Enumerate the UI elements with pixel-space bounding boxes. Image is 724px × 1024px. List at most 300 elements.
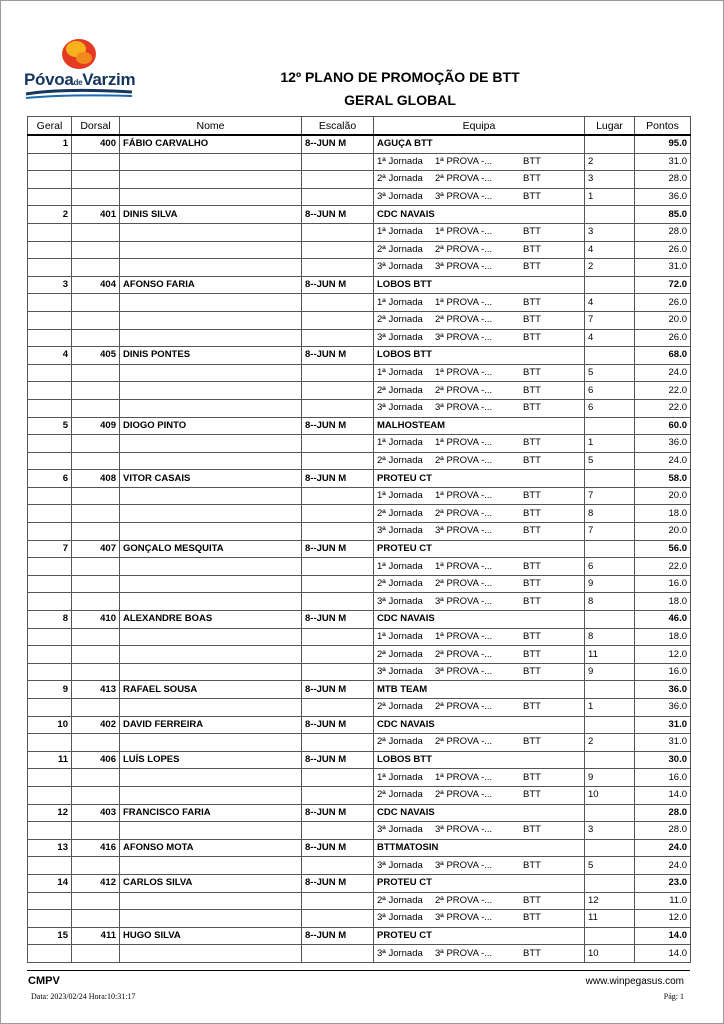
jornada-label: 1ª Jornada [377, 560, 423, 572]
result-row [28, 171, 691, 189]
jornada-cell [374, 822, 585, 840]
empty-cell [120, 399, 302, 417]
geral-cell: 8 [28, 611, 72, 629]
nome-cell: AFONSO FARIA [120, 276, 302, 294]
lugar-cell: 2 [585, 734, 635, 752]
empty-cell [72, 329, 120, 347]
jornada-cell [374, 769, 585, 787]
empty-cell [302, 734, 374, 752]
lugar-cell [585, 927, 635, 945]
empty-cell [302, 822, 374, 840]
empty-cell [120, 223, 302, 241]
empty-cell [302, 364, 374, 382]
dorsal-cell: 409 [72, 417, 120, 435]
jornada-cell [374, 593, 585, 611]
geral-cell: 13 [28, 839, 72, 857]
pontos-cell: 14.0 [635, 945, 691, 963]
jornada-label: 3ª Jornada [377, 261, 423, 273]
equipa-cell: CDC NAVAIS [374, 716, 585, 734]
empty-cell [28, 646, 72, 664]
empty-cell [302, 223, 374, 241]
empty-cell [302, 558, 374, 576]
lugar-cell [585, 751, 635, 769]
athlete-row [28, 681, 691, 699]
pontos-cell: 24.0 [635, 452, 691, 470]
athlete-row [28, 927, 691, 945]
pontos-cell: 36.0 [635, 699, 691, 717]
empty-cell [302, 452, 374, 470]
prova-label: 3ª PROVA -... [435, 824, 493, 836]
equipa-cell: MTB TEAM [374, 681, 585, 699]
equipa-cell: MALHOSTEAM [374, 417, 585, 435]
jornada-cell [374, 523, 585, 541]
empty-cell [302, 769, 374, 787]
result-row [28, 435, 691, 453]
empty-cell [72, 188, 120, 206]
pontos-total-cell: 23.0 [635, 874, 691, 892]
escalao-cell: 8--JUN M [302, 874, 374, 892]
jornada-cell [374, 435, 585, 453]
lugar-cell [585, 839, 635, 857]
jornada-cell [374, 188, 585, 206]
lugar-cell [585, 347, 635, 365]
result-row [28, 311, 691, 329]
result-row [28, 663, 691, 681]
dorsal-cell: 406 [72, 751, 120, 769]
footer-datetime: Data: 2023/02/24 Hora:10:31:17 [31, 992, 136, 1001]
prova-label: 2ª PROVA -... [435, 648, 493, 660]
result-row [28, 857, 691, 875]
empty-cell [28, 188, 72, 206]
empty-cell [302, 945, 374, 963]
prova-label: 1ª PROVA -... [435, 630, 493, 642]
empty-cell [72, 259, 120, 277]
discipline-label: BTT [523, 191, 541, 203]
nome-cell: VITOR CASAIS [120, 470, 302, 488]
pontos-cell: 16.0 [635, 663, 691, 681]
empty-cell [302, 910, 374, 928]
empty-cell [72, 223, 120, 241]
escalao-cell: 8--JUN M [302, 540, 374, 558]
lugar-cell: 4 [585, 294, 635, 312]
prova-label: 1ª PROVA -... [435, 155, 493, 167]
empty-cell [120, 857, 302, 875]
geral-cell: 14 [28, 874, 72, 892]
jornada-cell [374, 734, 585, 752]
empty-cell [72, 311, 120, 329]
dorsal-cell: 416 [72, 839, 120, 857]
nome-cell: FÁBIO CARVALHO [120, 135, 302, 153]
equipa-cell: CDC NAVAIS [374, 804, 585, 822]
lugar-cell [585, 276, 635, 294]
geral-cell: 6 [28, 470, 72, 488]
athlete-row [28, 470, 691, 488]
discipline-label: BTT [523, 560, 541, 572]
athlete-row [28, 751, 691, 769]
empty-cell [72, 910, 120, 928]
empty-cell [120, 892, 302, 910]
result-row [28, 399, 691, 417]
empty-cell [28, 399, 72, 417]
empty-cell [302, 523, 374, 541]
empty-cell [28, 558, 72, 576]
athlete-row [28, 135, 691, 153]
jornada-cell [374, 223, 585, 241]
escalao-cell: 8--JUN M [302, 135, 374, 153]
equipa-cell: LOBOS BTT [374, 751, 585, 769]
dorsal-cell: 402 [72, 716, 120, 734]
lugar-cell: 6 [585, 558, 635, 576]
discipline-label: BTT [523, 490, 541, 502]
result-row [28, 593, 691, 611]
lugar-cell: 3 [585, 223, 635, 241]
empty-cell [72, 575, 120, 593]
pontos-total-cell: 60.0 [635, 417, 691, 435]
lugar-cell: 2 [585, 153, 635, 171]
lugar-cell: 9 [585, 575, 635, 593]
lugar-cell: 11 [585, 910, 635, 928]
result-row [28, 294, 691, 312]
athlete-row [28, 716, 691, 734]
result-row [28, 945, 691, 963]
jornada-label: 1ª Jornada [377, 437, 423, 449]
empty-cell [28, 734, 72, 752]
empty-cell [28, 329, 72, 347]
discipline-label: BTT [523, 894, 541, 906]
nome-cell: RAFAEL SOUSA [120, 681, 302, 699]
nome-cell: HUGO SILVA [120, 927, 302, 945]
empty-cell [72, 892, 120, 910]
lugar-cell [585, 417, 635, 435]
jornada-cell [374, 259, 585, 277]
lugar-cell: 8 [585, 593, 635, 611]
escalao-cell: 8--JUN M [302, 839, 374, 857]
empty-cell [302, 487, 374, 505]
lugar-cell: 11 [585, 646, 635, 664]
empty-cell [120, 910, 302, 928]
empty-cell [72, 435, 120, 453]
escalao-cell: 8--JUN M [302, 611, 374, 629]
lugar-cell: 9 [585, 663, 635, 681]
geral-cell: 1 [28, 135, 72, 153]
pontos-total-cell: 36.0 [635, 681, 691, 699]
lugar-cell: 1 [585, 435, 635, 453]
empty-cell [28, 628, 72, 646]
empty-cell [72, 241, 120, 259]
prova-label: 1ª PROVA -... [435, 490, 493, 502]
jornada-label: 2ª Jornada [377, 736, 423, 748]
discipline-label: BTT [523, 384, 541, 396]
result-row [28, 558, 691, 576]
discipline-label: BTT [523, 912, 541, 924]
lugar-cell: 3 [585, 822, 635, 840]
lugar-cell [585, 874, 635, 892]
empty-cell [28, 593, 72, 611]
empty-cell [120, 294, 302, 312]
pontos-total-cell: 46.0 [635, 611, 691, 629]
escalao-cell: 8--JUN M [302, 716, 374, 734]
empty-cell [120, 329, 302, 347]
jornada-cell [374, 329, 585, 347]
nome-cell: DINIS SILVA [120, 206, 302, 224]
result-row [28, 786, 691, 804]
pontos-total-cell: 30.0 [635, 751, 691, 769]
prova-label: 3ª PROVA -... [435, 595, 493, 607]
dorsal-cell: 403 [72, 804, 120, 822]
dorsal-cell: 410 [72, 611, 120, 629]
jornada-label: 2ª Jornada [377, 789, 423, 801]
result-row [28, 910, 691, 928]
pontos-cell: 16.0 [635, 769, 691, 787]
prova-label: 2ª PROVA -... [435, 454, 493, 466]
escalao-cell: 8--JUN M [302, 206, 374, 224]
athlete-row [28, 417, 691, 435]
lugar-cell: 5 [585, 452, 635, 470]
empty-cell [120, 241, 302, 259]
lugar-cell: 12 [585, 892, 635, 910]
jornada-label: 3ª Jornada [377, 402, 423, 414]
empty-cell [120, 487, 302, 505]
pontos-cell: 12.0 [635, 646, 691, 664]
table-header-row [28, 117, 691, 136]
lugar-cell [585, 716, 635, 734]
escalao-cell: 8--JUN M [302, 417, 374, 435]
prova-label: 1ª PROVA -... [435, 771, 493, 783]
empty-cell [120, 593, 302, 611]
discipline-label: BTT [523, 173, 541, 185]
pontos-cell: 18.0 [635, 628, 691, 646]
discipline-label: BTT [523, 402, 541, 414]
result-row [28, 223, 691, 241]
empty-cell [302, 329, 374, 347]
jornada-label: 3ª Jornada [377, 666, 423, 678]
nome-cell: FRANCISCO FARIA [120, 804, 302, 822]
lugar-cell: 1 [585, 699, 635, 717]
jornada-cell [374, 558, 585, 576]
pontos-total-cell: 31.0 [635, 716, 691, 734]
equipa-cell: PROTEU CT [374, 540, 585, 558]
jornada-cell [374, 575, 585, 593]
pontos-cell: 22.0 [635, 399, 691, 417]
dorsal-cell: 408 [72, 470, 120, 488]
empty-cell [302, 399, 374, 417]
empty-cell [28, 910, 72, 928]
geral-cell: 9 [28, 681, 72, 699]
empty-cell [120, 452, 302, 470]
lugar-cell [585, 470, 635, 488]
jornada-label: 3ª Jornada [377, 525, 423, 537]
result-row [28, 487, 691, 505]
pontos-total-cell: 24.0 [635, 839, 691, 857]
prova-label: 2ª PROVA -... [435, 701, 493, 713]
escalao-cell: 8--JUN M [302, 751, 374, 769]
jornada-cell [374, 892, 585, 910]
empty-cell [120, 646, 302, 664]
pontos-cell: 24.0 [635, 857, 691, 875]
empty-cell [120, 311, 302, 329]
empty-cell [72, 399, 120, 417]
col-header-dorsal: Dorsal [72, 117, 120, 136]
col-header-escalao: Escalão [302, 117, 374, 136]
empty-cell [28, 171, 72, 189]
empty-cell [72, 382, 120, 400]
lugar-cell [585, 206, 635, 224]
discipline-label: BTT [523, 736, 541, 748]
jornada-label: 1ª Jornada [377, 771, 423, 783]
empty-cell [72, 171, 120, 189]
empty-cell [302, 382, 374, 400]
empty-cell [302, 646, 374, 664]
lugar-cell: 10 [585, 786, 635, 804]
discipline-label: BTT [523, 771, 541, 783]
geral-cell: 15 [28, 927, 72, 945]
empty-cell [28, 241, 72, 259]
lugar-cell: 2 [585, 259, 635, 277]
escalao-cell: 8--JUN M [302, 276, 374, 294]
discipline-label: BTT [523, 525, 541, 537]
pontos-total-cell: 68.0 [635, 347, 691, 365]
empty-cell [28, 364, 72, 382]
result-row [28, 628, 691, 646]
empty-cell [120, 769, 302, 787]
empty-cell [28, 487, 72, 505]
discipline-label: BTT [523, 454, 541, 466]
geral-cell: 12 [28, 804, 72, 822]
pontos-cell: 36.0 [635, 435, 691, 453]
jornada-cell [374, 945, 585, 963]
result-row [28, 505, 691, 523]
lugar-cell: 7 [585, 311, 635, 329]
jornada-cell [374, 857, 585, 875]
empty-cell [120, 822, 302, 840]
lugar-cell [585, 681, 635, 699]
empty-cell [28, 223, 72, 241]
pontos-cell: 11.0 [635, 892, 691, 910]
empty-cell [72, 769, 120, 787]
empty-cell [120, 786, 302, 804]
athlete-row [28, 874, 691, 892]
empty-cell [302, 311, 374, 329]
discipline-label: BTT [523, 630, 541, 642]
discipline-label: BTT [523, 666, 541, 678]
empty-cell [72, 699, 120, 717]
empty-cell [302, 294, 374, 312]
prova-label: 3ª PROVA -... [435, 912, 493, 924]
empty-cell [302, 663, 374, 681]
pontos-cell: 16.0 [635, 575, 691, 593]
empty-cell [302, 188, 374, 206]
pontos-cell: 24.0 [635, 364, 691, 382]
pontos-cell: 20.0 [635, 523, 691, 541]
col-header-geral: Geral [28, 117, 72, 136]
nome-cell: GONÇALO MESQUITA [120, 540, 302, 558]
pontos-total-cell: 56.0 [635, 540, 691, 558]
jornada-cell [374, 153, 585, 171]
pontos-cell: 12.0 [635, 910, 691, 928]
result-row [28, 382, 691, 400]
empty-cell [28, 311, 72, 329]
lugar-cell [585, 611, 635, 629]
nome-cell: DAVID FERREIRA [120, 716, 302, 734]
empty-cell [72, 945, 120, 963]
report-title: 12º PLANO DE PROMOÇÃO DE BTT [280, 69, 520, 85]
equipa-cell: LOBOS BTT [374, 276, 585, 294]
discipline-label: BTT [523, 155, 541, 167]
jornada-label: 2ª Jornada [377, 384, 423, 396]
empty-cell [72, 734, 120, 752]
prova-label: 3ª PROVA -... [435, 525, 493, 537]
prova-label: 1ª PROVA -... [435, 226, 493, 238]
report-subtitle: GERAL GLOBAL [344, 92, 456, 108]
povoa-de-varzim-logo [24, 36, 136, 102]
nome-cell: AFONSO MOTA [120, 839, 302, 857]
empty-cell [72, 628, 120, 646]
discipline-label: BTT [523, 789, 541, 801]
discipline-label: BTT [523, 859, 541, 871]
pontos-cell: 28.0 [635, 822, 691, 840]
result-row [28, 734, 691, 752]
jornada-label: 1ª Jornada [377, 367, 423, 379]
pontos-total-cell: 14.0 [635, 927, 691, 945]
discipline-label: BTT [523, 437, 541, 449]
pontos-cell: 31.0 [635, 153, 691, 171]
pontos-cell: 20.0 [635, 487, 691, 505]
empty-cell [28, 945, 72, 963]
empty-cell [28, 699, 72, 717]
jornada-label: 2ª Jornada [377, 701, 423, 713]
discipline-label: BTT [523, 226, 541, 238]
geral-cell: 3 [28, 276, 72, 294]
prova-label: 3ª PROVA -... [435, 261, 493, 273]
dorsal-cell: 400 [72, 135, 120, 153]
athlete-row [28, 347, 691, 365]
prova-label: 3ª PROVA -... [435, 331, 493, 343]
discipline-label: BTT [523, 648, 541, 660]
empty-cell [72, 487, 120, 505]
escalao-cell: 8--JUN M [302, 470, 374, 488]
lugar-cell: 7 [585, 523, 635, 541]
empty-cell [302, 505, 374, 523]
footer-org: CMPV [28, 975, 60, 987]
prova-label: 3ª PROVA -... [435, 402, 493, 414]
logo-sun-icon [24, 36, 136, 102]
empty-cell [302, 153, 374, 171]
equipa-cell: CDC NAVAIS [374, 206, 585, 224]
empty-cell [28, 786, 72, 804]
jornada-cell [374, 399, 585, 417]
pontos-cell: 28.0 [635, 171, 691, 189]
empty-cell [28, 857, 72, 875]
empty-cell [28, 663, 72, 681]
jornada-label: 1ª Jornada [377, 296, 423, 308]
geral-cell: 2 [28, 206, 72, 224]
equipa-cell: PROTEU CT [374, 470, 585, 488]
equipa-cell: PROTEU CT [374, 927, 585, 945]
footer-page-number: Pág: 1 [663, 992, 684, 1001]
prova-label: 2ª PROVA -... [435, 789, 493, 801]
prova-label: 3ª PROVA -... [435, 859, 493, 871]
prova-label: 1ª PROVA -... [435, 560, 493, 572]
result-row [28, 646, 691, 664]
empty-cell [72, 663, 120, 681]
empty-cell [72, 364, 120, 382]
pontos-total-cell: 28.0 [635, 804, 691, 822]
empty-cell [72, 558, 120, 576]
result-row [28, 892, 691, 910]
lugar-cell: 4 [585, 241, 635, 259]
discipline-label: BTT [523, 824, 541, 836]
result-row [28, 699, 691, 717]
